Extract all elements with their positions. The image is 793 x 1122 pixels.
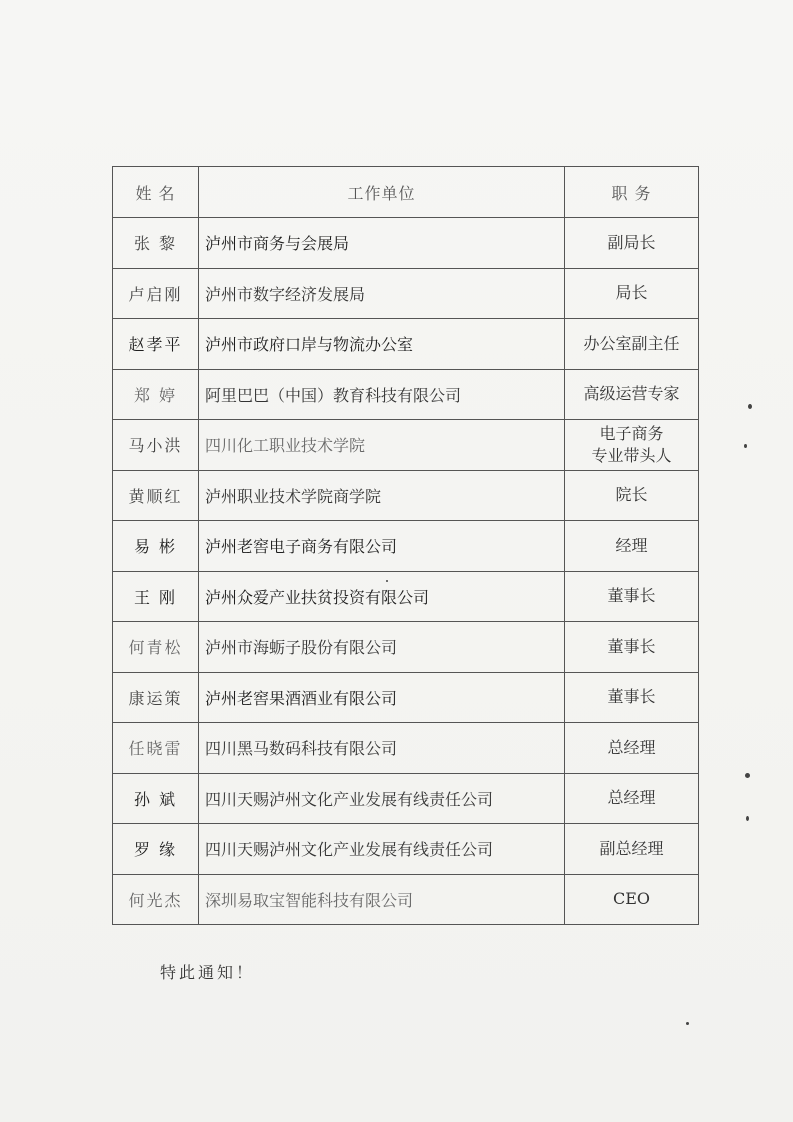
row-name: 罗 缘 [113, 824, 199, 875]
row-title: 副局长 [565, 218, 699, 269]
row-title: 局长 [565, 268, 699, 319]
staff-table [112, 166, 699, 925]
row-name: 张 黎 [113, 218, 199, 269]
row-name: 任晓雷 [113, 723, 199, 774]
table-row [113, 218, 699, 269]
row-title: 总经理 [565, 723, 699, 774]
table-row [113, 672, 699, 723]
row-title: 董事长 [565, 672, 699, 723]
table-row [113, 723, 699, 774]
header-name: 姓 名 [113, 167, 199, 218]
scan-speck [745, 773, 750, 778]
row-unit: 深圳易取宝智能科技有限公司 [199, 874, 565, 925]
row-unit: 四川黑马数码科技有限公司 [199, 723, 565, 774]
table-row [113, 824, 699, 875]
row-title: 高级运营专家 [565, 369, 699, 420]
table-row [113, 470, 699, 521]
row-title: 院长 [565, 470, 699, 521]
row-unit: 泸州市海蛎子股份有限公司 [199, 622, 565, 673]
row-title [565, 420, 699, 471]
row-unit: 泸州市政府口岸与物流办公室 [199, 319, 565, 370]
closing-text: 特此通知！ [160, 963, 256, 982]
row-name: 黄顺红 [113, 470, 199, 521]
scan-speck [748, 404, 752, 409]
table-row [113, 319, 699, 370]
row-unit: 四川天赐泸州文化产业发展有线责任公司 [199, 824, 565, 875]
table-row [113, 268, 699, 319]
row-unit: 泸州老窖果酒酒业有限公司 [199, 672, 565, 723]
row-unit: 泸州老窖电子商务有限公司 [199, 521, 565, 572]
row-name: 卢启刚 [113, 268, 199, 319]
table-row [113, 874, 699, 925]
row-name: 赵孝平 [113, 319, 199, 370]
row-title-line: 电子商务 [599, 423, 664, 443]
table-row [113, 773, 699, 824]
row-name: 易 彬 [113, 521, 199, 572]
row-title: 经理 [565, 521, 699, 572]
row-name: 马小洪 [113, 420, 199, 471]
table-row [113, 571, 699, 622]
row-title: 副总经理 [565, 824, 699, 875]
scan-speck [386, 580, 388, 582]
row-unit: 阿里巴巴（中国）教育科技有限公司 [199, 369, 565, 420]
scan-speck [744, 444, 747, 448]
row-unit: 四川化工职业技术学院 [199, 420, 565, 471]
row-title: 总经理 [565, 773, 699, 824]
row-name: 孙 斌 [113, 773, 199, 824]
row-unit: 四川天赐泸州文化产业发展有线责任公司 [199, 773, 565, 824]
table-row [113, 420, 699, 471]
scan-speck [686, 1022, 689, 1025]
row-name: 康运策 [113, 672, 199, 723]
row-title: 董事长 [565, 622, 699, 673]
row-name: 何光杰 [113, 874, 199, 925]
row-name: 王 刚 [113, 571, 199, 622]
row-title-line: 专业带头人 [591, 445, 672, 465]
row-unit: 泸州市数字经济发展局 [199, 268, 565, 319]
header-title: 职 务 [565, 167, 699, 218]
header-unit: 工作单位 [199, 167, 565, 218]
row-title: 董事长 [565, 571, 699, 622]
scan-speck [746, 816, 749, 821]
row-title: CEO [565, 874, 699, 925]
row-name: 何青松 [113, 622, 199, 673]
table-row [113, 521, 699, 572]
row-name: 郑 婷 [113, 369, 199, 420]
row-unit: 泸州职业技术学院商学院 [199, 470, 565, 521]
table-row [113, 369, 699, 420]
table-header-row [113, 167, 699, 218]
row-unit: 泸州众爱产业扶贫投资有限公司 [199, 571, 565, 622]
row-unit: 泸州市商务与会展局 [199, 218, 565, 269]
table-row [113, 622, 699, 673]
row-title: 办公室副主任 [565, 319, 699, 370]
